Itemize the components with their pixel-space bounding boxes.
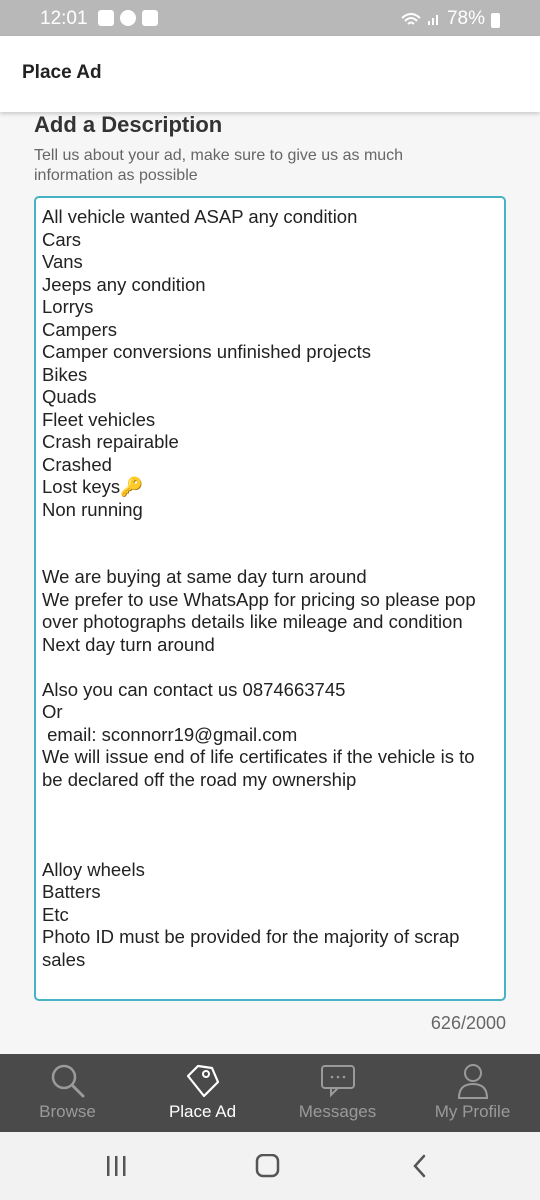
user-icon <box>454 1062 492 1100</box>
nav-browse[interactable] <box>0 1054 135 1132</box>
nav-browse-label: Browse <box>39 1102 96 1121</box>
character-counter: 626/2000 <box>430 1013 506 1033</box>
search-icon <box>49 1062 87 1100</box>
tag-icon <box>184 1062 222 1100</box>
back-icon[interactable] <box>408 1154 434 1178</box>
description-helper-text: Tell us about your ad, make sure to give us as much information as possible <box>34 147 404 184</box>
wifi-icon <box>401 13 421 27</box>
page-title: Place Ad <box>22 62 102 83</box>
nav-my-profile-label: My Profile <box>434 1102 511 1121</box>
home-icon[interactable] <box>255 1154 281 1178</box>
nav-my-profile[interactable] <box>405 1054 540 1132</box>
battery-icon <box>491 13 500 28</box>
status-time: 12:01 <box>40 8 88 29</box>
signal-icon <box>427 12 441 26</box>
nav-messages-label: Messages <box>298 1102 377 1121</box>
nav-place-ad[interactable] <box>135 1054 270 1132</box>
description-textarea[interactable]: All vehicle wanted ASAP any condition Cars Vans Jeeps any condition Lorrys Campers Camper conversions unfinished projects Bikes Quads Fleet vehicles Crash repairable Crashed Lost keys🔑 Non running We are buying at same day turn around We prefer to use WhatsApp for pricing so please pop over photographs details like mileage and condition Next day turn around Also you can contact us 0874663745 Or email: sconnorr19@gmail.com We will issue end of life certificates if the vehicle is to be declared off the road my ownership Alloy wheels Batters Etc Photo ID must be provided for the majority of scrap sales <box>34 196 506 1001</box>
messenger-icon <box>120 10 136 26</box>
chat-icon <box>319 1062 357 1100</box>
nav-messages[interactable] <box>270 1054 405 1132</box>
recent-apps-icon[interactable] <box>104 1154 130 1178</box>
battery-percent: 78% <box>446 8 485 29</box>
youtube-icon <box>142 10 158 26</box>
system-nav-bar <box>0 1132 540 1200</box>
gallery-icon <box>98 10 114 26</box>
app-bar <box>0 36 540 112</box>
nav-place-ad-label: Place Ad <box>168 1102 237 1121</box>
bottom-nav <box>0 1054 540 1132</box>
description-heading: Add a Description <box>34 112 223 137</box>
status-bar <box>0 0 540 36</box>
